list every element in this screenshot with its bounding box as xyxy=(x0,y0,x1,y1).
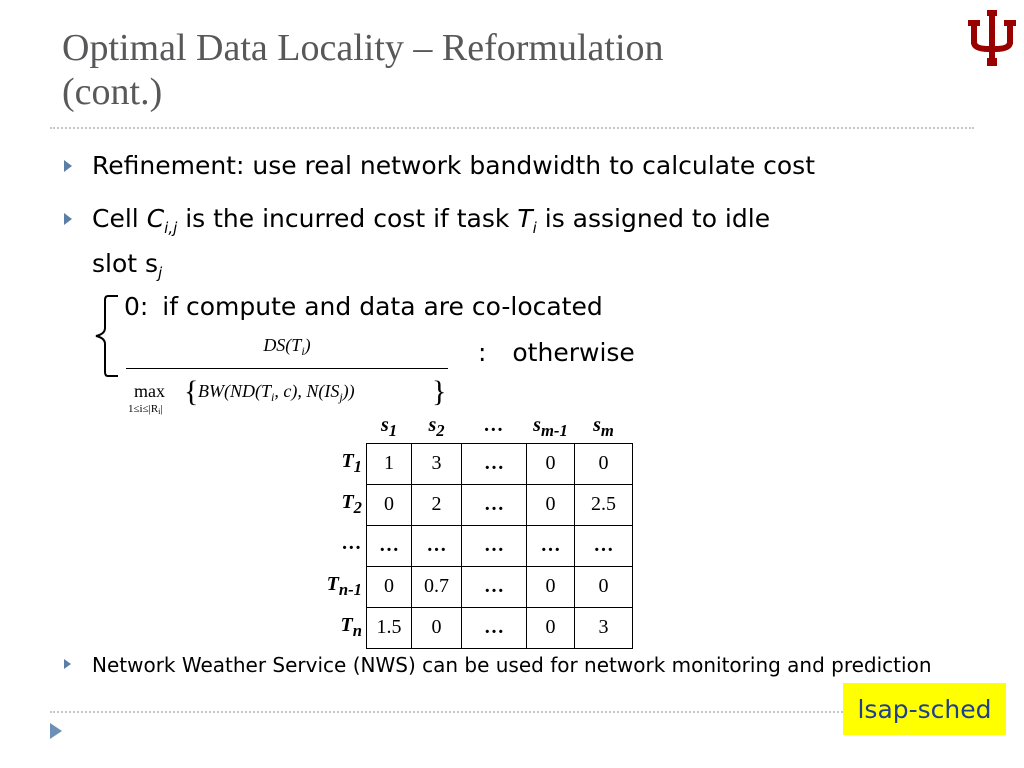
table-cell: 0 xyxy=(575,443,633,484)
cost-matrix-table xyxy=(318,403,633,649)
slide-title-line2: (cont.) xyxy=(62,71,163,113)
slide-title xyxy=(62,26,922,114)
table-cell: 0 xyxy=(527,566,575,607)
fraction-numerator: $DS(T_i)$ xyxy=(263,335,311,358)
case-1 xyxy=(124,292,603,322)
case-2 xyxy=(478,338,635,368)
column-header: … xyxy=(484,413,504,436)
column-header: $s_1$ xyxy=(380,413,398,440)
table-cell: 1 xyxy=(367,443,412,484)
table-cell: … xyxy=(462,607,527,648)
table-cell: … xyxy=(462,525,527,566)
case-2-text: otherwise xyxy=(512,338,635,367)
case-1-text: if compute and data are co-located xyxy=(162,292,603,321)
table-cell: 0.7 xyxy=(412,566,462,607)
table-cell: … xyxy=(412,525,462,566)
table-cell: 0 xyxy=(527,607,575,648)
slide-title-line1: Optimal Data Locality – Reformulation xyxy=(62,27,664,69)
cases-brace xyxy=(88,292,124,380)
table-cell: 3 xyxy=(575,607,633,648)
table-cell: 0 xyxy=(367,566,412,607)
column-header: $s_m$ xyxy=(593,413,614,440)
bullet-3-text: Network Weather Service (NWS) can be used for network monitoring and prediction xyxy=(92,653,932,677)
table-header-row xyxy=(318,403,633,443)
table-cell: 0 xyxy=(575,566,633,607)
table-cell: 0 xyxy=(527,484,575,525)
fraction-bar xyxy=(126,368,448,369)
lsap-sched-label: lsap-sched xyxy=(843,683,1006,735)
row-header: $T_{n-1}$ xyxy=(326,573,362,599)
table-row xyxy=(318,443,633,484)
fraction-denominator: max 1≤i≤|Ri| { $BW(ND(T_i$, c), $N(IS_j)$) } xyxy=(128,375,447,416)
case-1-value: 0: xyxy=(124,292,149,321)
table-cell: … xyxy=(367,525,412,566)
column-header: $s_2$ xyxy=(428,413,445,440)
row-header: $T_2$ xyxy=(341,491,362,517)
next-slide-arrow-icon[interactable] xyxy=(50,723,62,739)
table-cell: 0 xyxy=(527,443,575,484)
table-cell: 3 xyxy=(412,443,462,484)
case-2-separator: : xyxy=(478,338,487,367)
bullet-1-text: Refinement: use real network bandwidth to calculate cost xyxy=(92,151,816,180)
bullet-2-marker xyxy=(64,213,72,225)
row-header: $T_1$ xyxy=(341,450,362,476)
bullet-3-marker xyxy=(64,659,71,669)
table-cell: … xyxy=(462,443,527,484)
table-cell: … xyxy=(527,525,575,566)
row-header: … xyxy=(342,532,362,554)
row-header: $T_n$ xyxy=(340,614,362,640)
table-row xyxy=(318,607,633,648)
bullet-2-text-line2: slot $s_j$ xyxy=(92,249,163,282)
column-header: $s_{m-1}$ xyxy=(533,413,568,440)
table-row xyxy=(318,525,633,566)
table-cell: 1.5 xyxy=(367,607,412,648)
footer-divider xyxy=(50,711,974,713)
bullet-1-marker xyxy=(64,160,72,172)
iu-trident-logo-icon xyxy=(966,8,1018,68)
bullet-2-text: Cell $C_{i,j}$ is the incurred cost if task $T_i$ is assigned to idle xyxy=(92,204,771,237)
table-cell: … xyxy=(462,484,527,525)
table-cell: … xyxy=(462,566,527,607)
table-cell: 0 xyxy=(412,607,462,648)
table-cell: 2.5 xyxy=(575,484,633,525)
table-cell: 0 xyxy=(367,484,412,525)
table-row xyxy=(318,566,633,607)
table-cell: … xyxy=(575,525,633,566)
title-divider xyxy=(50,127,974,129)
table-row xyxy=(318,484,633,525)
table-cell: 2 xyxy=(412,484,462,525)
